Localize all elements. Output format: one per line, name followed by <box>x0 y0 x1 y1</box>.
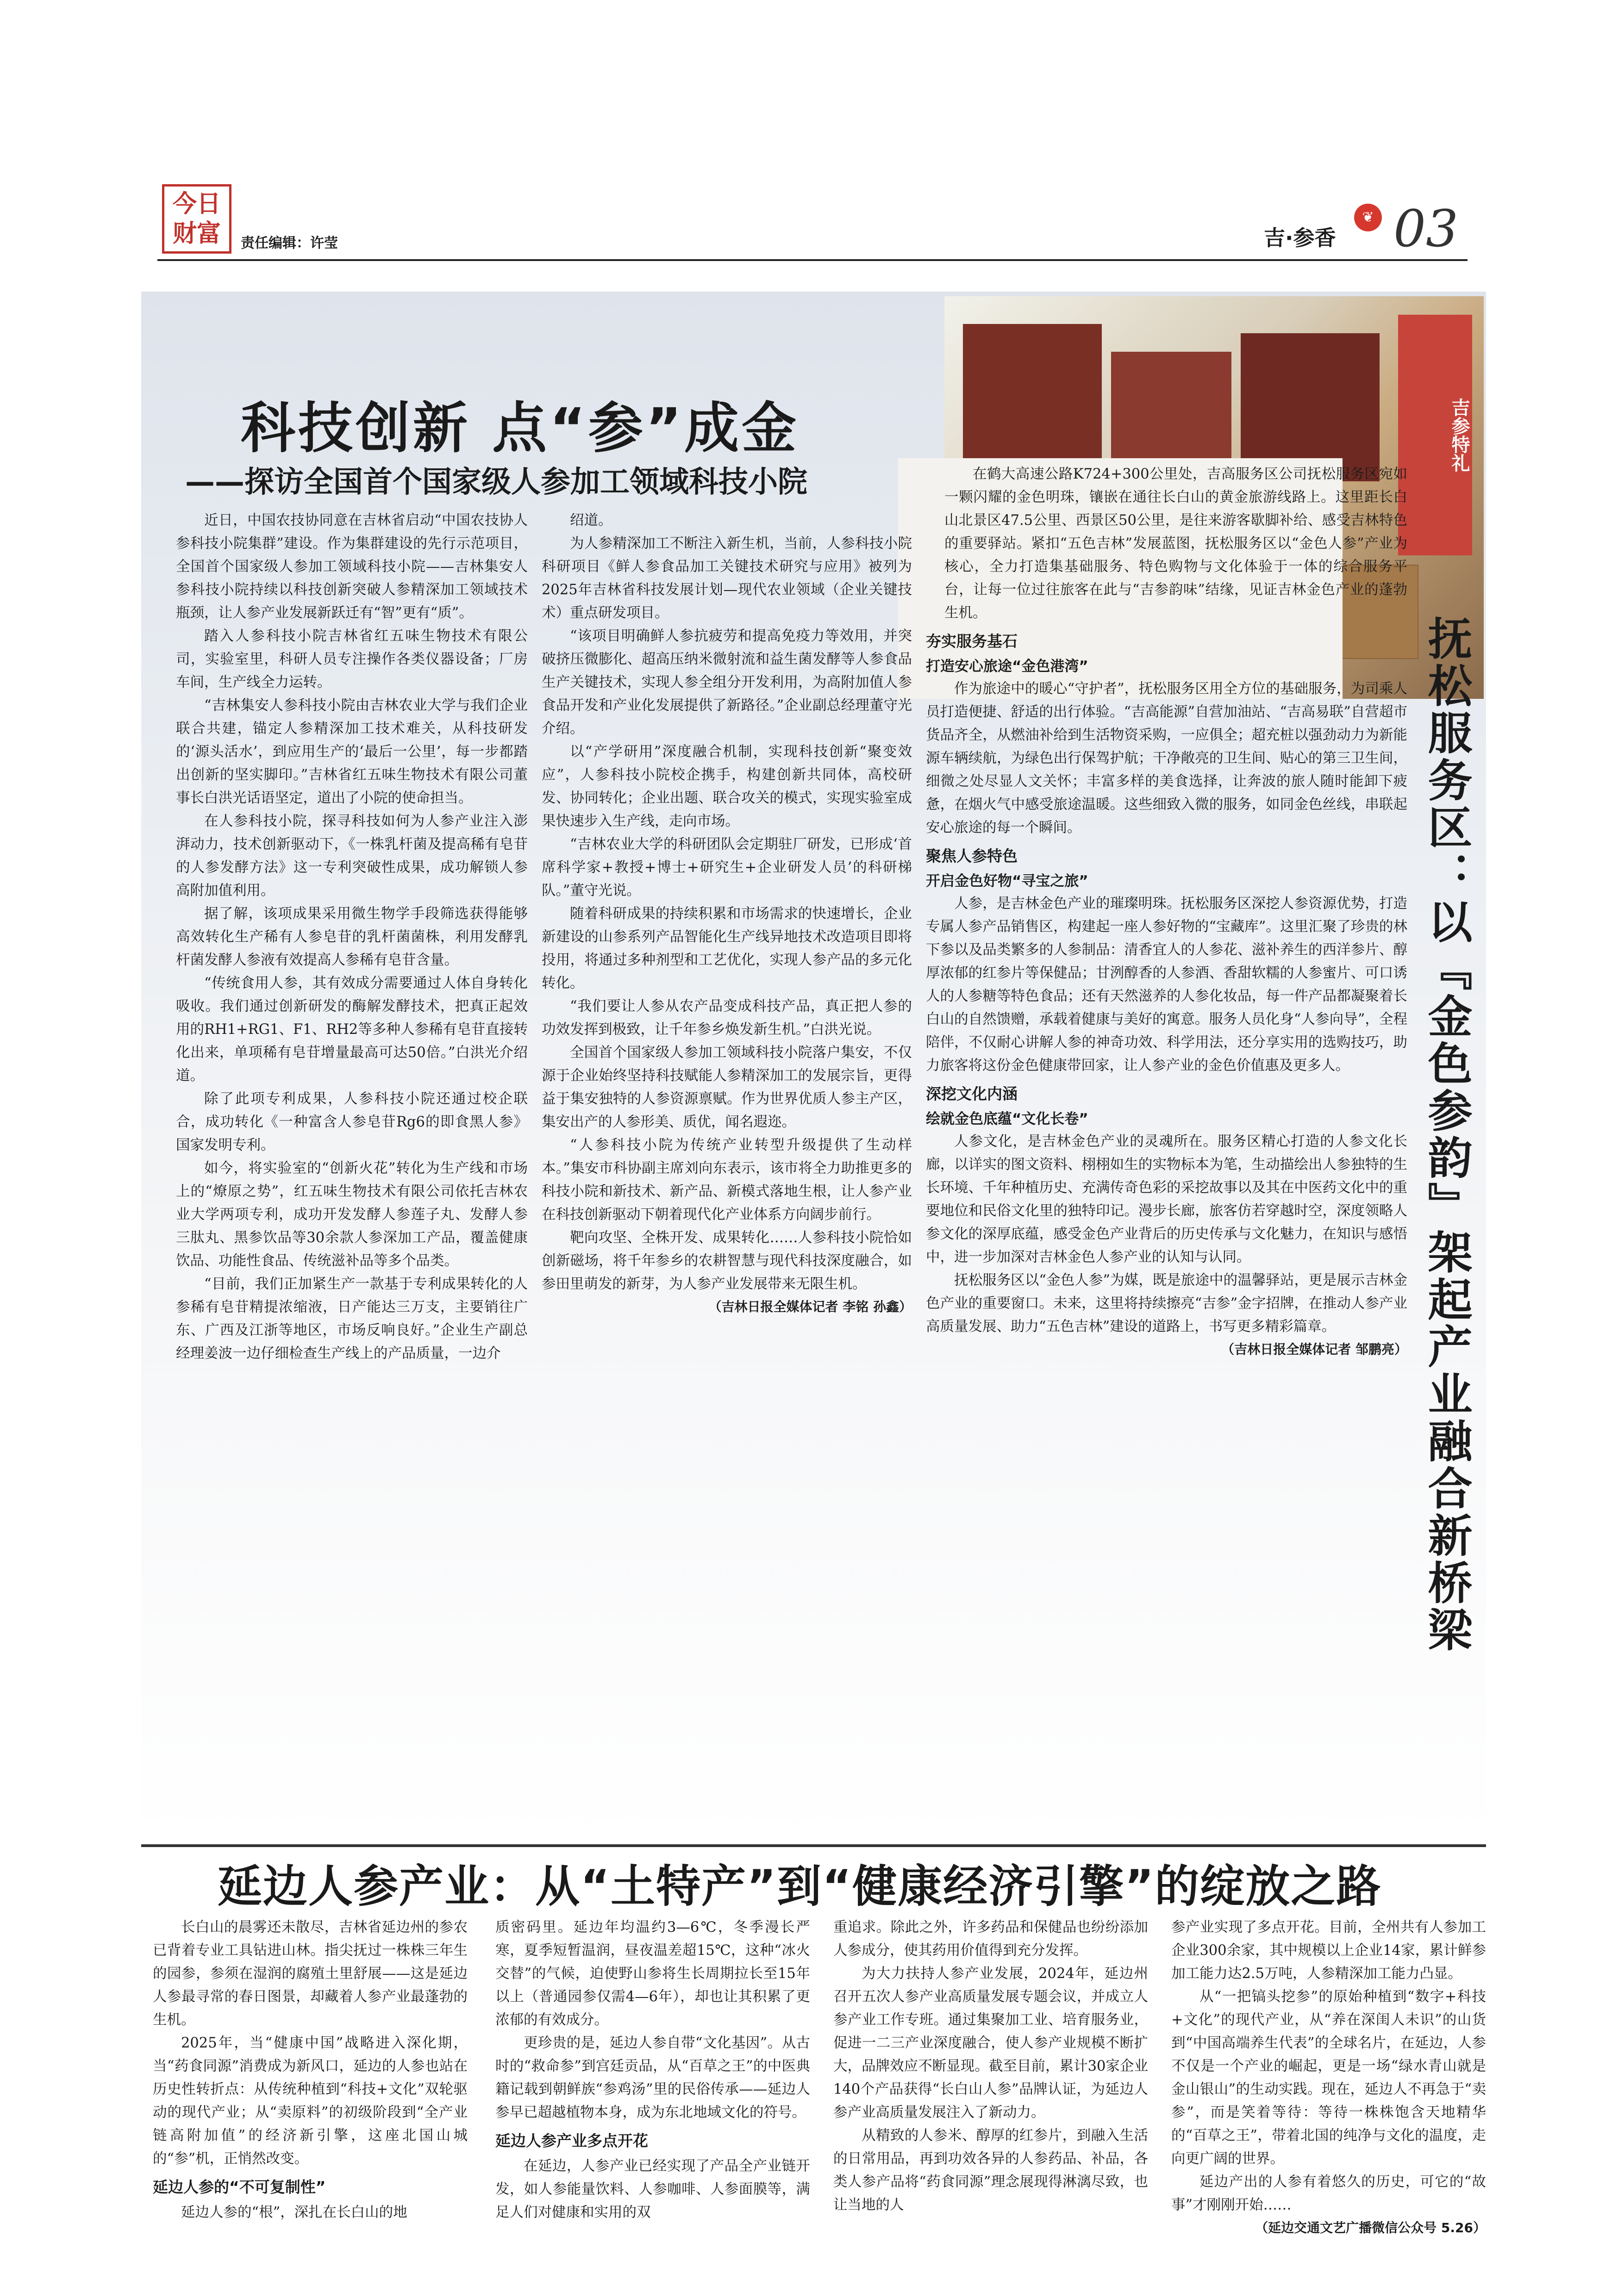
section-subheading: 打造安心旅途“金色港湾” <box>926 658 1088 675</box>
paragraph: 人参，是吉林金色产业的璀璨明珠。抚松服务区深挖人参资源优势，打造专属人参产品销售区，构建起一座人参好物的“宝藏库”。这里汇聚了珍贵的林下参以及品类繁多的人参制品：清香宜人的人参花、滋补养生的西洋参片、醇厚浓郁的红参片等保健品；甘洌醇香的人参酒、香甜软糯的人参蜜片、可口诱人的人参糖等特色食品；还有天然滋养的人参化妆品，每一件产品都凝聚着长白山的自然馈赠，承载着健康与美好的寓意。服务人员化身“人参向导”，全程陪伴，不仅耐心讲解人参的神奇功效、科学用法，还分享实用的选购技巧，助力旅客将这份金色健康带回家，让人参产业的金色价值惠及更多人。 <box>926 896 1407 1074</box>
paragraph: 2025年，当“健康中国”战略进入深化期，当“药食同源”消费成为新风口，延边的人参也站在历史性转折点：从传统种植到“科技+文化”双轮驱动的现代产业；从“卖原料”的初级阶段到“全产业链高附加值”的经济新引擎，这座北国山城的“参”机，正悄然改变。 <box>153 2035 468 2167</box>
right-article-intro: 在鹤大高速公路K724+300公里处，吉高服务区公司抚松服务区宛如一颗闪耀的金色明珠，镶嵌在通往长白山的黄金旅游线路上。这里距长白山北景区47.5公里、西景区50公里，是往来游客歇脚补给、感受吉林特色的重要驿站。紧扣“五色吉林”发展蓝图，抚松服务区以“金色人参”产业为核心，全力打造集基础服务、特色购物与文化体验于一体的综合服务平台，让每一位过往旅客在此与“吉参韵味”结缘，见证吉林金色产业的蓬勃生机。 <box>944 466 1407 621</box>
paragraph: 随着科研成果的持续积累和市场需求的快速增长，企业新建设的山参系列产品智能化生产线异地技术改造项目即将投用，将通过多种剂型和工艺优化，实现人参产品的多元化转化。 <box>542 906 912 991</box>
main-article-byline: （吉林日报全媒体记者 李铭 孙鑫） <box>708 1299 912 1314</box>
paragraph: 全国首个国家级人参加工领域科技小院落户集安，不仅源于企业始终坚持科技赋能人参精深加工的发展宗旨，更得益于集安独特的人参资源禀赋。作为世界优质人参主产区，集安出产的人参形美、质优，闻名遐迩。 <box>542 1045 912 1130</box>
paragraph: “该项目明确鲜人参抗疲劳和提高免疫力等效用，并突破挤压微膨化、超高压纳米微射流和益生菌发酵等人参食品生产关键技术，实现人参全组分开发利用，为高附加值人参食品开发和产业化发展提供了新路径。”企业副总经理董守光介绍。 <box>542 628 912 737</box>
paragraph: 以“产学研用”深度融合机制，实现科技创新“聚变效应”，人参科技小院校企携手，构建创新共同体，高校研发、协同转化；企业出题、联合攻关的模式，实现实验室成果快速步入生产线，走向市场。 <box>542 744 912 829</box>
paragraph: 绍道。 <box>570 512 612 529</box>
paragraph: 人参文化，是吉林金色产业的灵魂所在。服务区精心打造的人参文化长廊，以详实的图文资料、栩栩如生的实物标本为笔，生动描绘出人参独特的生长环境、千年种植历史、充满传奇色彩的采挖故事以及其在中医药文化中的重要地位和民俗文化里的独特印记。漫步长廊，旅客仿若穿越时空，深度领略人参文化的深厚底蕴，感受金色产业背后的历史传承与文化魅力，在知识与感悟中，进一步加深对吉林金色人参产业的认知与认同。 <box>926 1133 1407 1265</box>
paragraph: 抚松服务区以“金色人参”为媒，既是旅途中的温馨驿站，更是展示吉林金色产业的重要窗口。未来，这里将持续擦亮“吉参”金字招牌，在推动人参产业高质量发展、助力“五色吉林”建设的道路上，书写更多精彩篇章。 <box>926 1272 1407 1335</box>
paragraph: “我们要让人参从农产品变成科技产品，真正把人参的功效发挥到极致，让千年参乡焕发新生机。”白洪光说。 <box>542 998 912 1038</box>
section-heading: 延边人参产业多点开花 <box>495 2132 648 2150</box>
section-subheading: 绘就金色底蕴“文化长卷” <box>926 1111 1088 1127</box>
paragraph: 延边产出的人参有着悠久的历史，可它的“故事”才刚刚开始…… <box>1171 2174 1486 2213</box>
bottom-article-column-4 <box>1171 1916 1486 2239</box>
paragraph: 为大力扶持人参产业发展，2024年，延边州召开五次人参产业高质量发展专题会议，并成立人参产业工作专班。通过集聚加工业、培育服务业，促进一二三产业深度融合，使人参产业规模不断扩大，品牌效应不断显现。截至目前，累计30家企业140个产品获得“长白山人参”品牌认证，为延边人参产业高质量发展注入了新动力。 <box>833 1966 1148 2121</box>
paragraph: 参产业实现了多点开花。目前，全州共有人参加工企业300余家，其中规模以上企业14家，累计鲜参加工能力达2.5万吨，人参精深加工能力凸显。 <box>1171 1919 1486 1982</box>
photo-shelf <box>963 324 1102 481</box>
paragraph: 除了此项专利成果，人参科技小院还通过校企联合，成功转化《一种富含人参皂苷Rg6的即食黑人参》国家发明专利。 <box>176 1091 528 1153</box>
paragraph: 在延边，人参产业已经实现了产品全产业链开发，如人参能量饮料、人参咖啡、人参面膜等，满足人们对健康和实用的双 <box>495 2158 810 2221</box>
photo-banner: 吉参特礼 <box>1398 315 1472 555</box>
paragraph: 靶向攻坚、全株开发、成果转化……人参科技小院恰如创新磁场，将千年参乡的农耕智慧与现代科技深度融合，如参田里萌发的新芽，为人参产业发展带来无限生机。 <box>542 1230 912 1292</box>
main-article-column-2 <box>542 509 912 1318</box>
paragraph: 质密码里。延边年均温约3—6℃，冬季漫长严寒，夏季短暂温润，昼夜温差超15℃，这种“冰火交替”的气候，迫使野山参将生长周期拉长至15年以上（普通园参仅需4—6年），却也让其积累了更浓郁的有效成分。 <box>495 1919 810 2028</box>
right-article-vertical-title: 抚松服务区：以『金色参韵』架起产业融合新桥梁 <box>1421 616 1473 1654</box>
section-name: 吉·参香 <box>1264 225 1336 250</box>
paragraph: 重追求。除此之外，许多药品和保健品也纷纷添加人参成分，使其药用价值得到充分发挥。 <box>833 1919 1148 1959</box>
page-number: 03 <box>1393 199 1458 258</box>
paragraph: 据了解，该项成果采用微生物学手段筛选获得能够高效转化生产稀有人参皂苷的乳杆菌菌株，利用发酵乳杆菌发酵人参液有效提高人参稀有皂苷含量。 <box>176 906 528 968</box>
ginseng-leaf-icon: ❦ <box>1354 204 1382 231</box>
paragraph: 在人参科技小院，探寻科技如何为人参产业注入澎湃动力，技术创新驱动下，《一株乳杆菌及提高稀有皂苷的人参发酵方法》这一专利突破性成果，成功解锁人参高附加值利用。 <box>176 813 528 899</box>
paragraph: 为人参精深加工不断注入新生机，当前，人参科技小院科研项目《鲜人参食品加工关键技术研究与应用》被列为2025年吉林省科技发展计划—现代农业领域（企业关键技术）重点研发项目。 <box>542 535 912 621</box>
section-subheading: 开启金色好物“寻宝之旅” <box>926 873 1088 890</box>
paragraph: 如今，将实验室的“创新火花”转化为生产线和市场上的“燎原之势”，红五味生物技术有限公司依托吉林农业大学两项专利，成功开发发酵人参莲子丸、发酵人参三肽丸、黑参饮品等30余款人参深加工产品，覆盖健康饮品、功能性食品、传统滋补品等多个品类。 <box>176 1160 528 1269</box>
section-heading: 深挖文化内涵 <box>926 1085 1018 1103</box>
main-article-subtitle: ——探访全国首个国家级人参加工领域科技小院 <box>185 465 807 499</box>
right-article-byline: （吉林日报全媒体记者 邹鹏亮） <box>1221 1342 1407 1357</box>
paragraph: “目前，我们正加紧生产一款基于专利成果转化的人参稀有皂苷精提浓缩液，日产能达三万支，主要销往广东、广西及江浙等地区，市场反响良好。”企业生产副总经理姜波一边仔细检查生产线上的产品质量，一边介 <box>176 1276 528 1362</box>
newspaper-logo: 今日财富 <box>162 184 231 254</box>
article-divider <box>141 1844 1486 1847</box>
paragraph: “吉林农业大学的科研团队会定期驻厂研发，已形成‘首席科学家+教授+博士+研究生+企业研发人员’的科研梯队。”董守光说。 <box>542 836 912 899</box>
paragraph: 近日，中国农技协同意在吉林省启动“中国农技协人参科技小院集群”建设。作为集群建设的先行示范项目，全国首个国家级人参加工领域科技小院——吉林集安人参科技小院持续以科技创新突破人参精深加工领域技术瓶颈，让人参产业发展新跃迁有“智”更有“质”。 <box>176 512 528 621</box>
bottom-article-column-3 <box>833 1916 1148 2217</box>
paragraph: “吉林集安人参科技小院由吉林农业大学与我们企业联合共建，锚定人参精深加工技术难关，从科技研发的‘源头活水’，到应用生产的‘最后一公里’，每一步都踏出创新的坚实脚印。”吉林省红五味生物技术有限公司董事长白洪光话语坚定，道出了小院的使命担当。 <box>176 697 528 806</box>
bottom-article-title: 延边人参产业：从“土特产”到“健康经济引擎”的绽放之路 <box>218 1860 1382 1912</box>
editor-credit: 责任编辑：许莹 <box>241 235 338 251</box>
paragraph: “传统食用人参，其有效成分需要通过人体自身转化吸收。我们通过创新研发的酶解发酵技术，把真正起效用的RH1+RG1、F1、RH2等多种人参稀有皂苷直接转化出来，单项稀有皂苷增量最高可达50倍。”白洪光介绍道。 <box>176 975 528 1084</box>
section-heading: 夯实服务基石 <box>926 632 1018 650</box>
section-heading: 聚焦人参特色 <box>926 847 1018 865</box>
paragraph: 延边人参的“根”，深扎在长白山的地 <box>181 2204 407 2221</box>
paragraph: “人参科技小院为传统产业转型升级提供了生动样本。”集安市科协副主席刘向东表示，该市将全力助推更多的科技小院和新技术、新产品、新模式落地生根，让人参产业在科技创新驱动下朝着现代化产业体系方向阔步前行。 <box>542 1137 912 1223</box>
main-article-column-1 <box>176 509 528 1365</box>
section-heading: 延边人参的“不可复制性” <box>153 2178 326 2196</box>
bottom-article-column-2 <box>495 1916 810 2224</box>
header-divider <box>157 259 1468 261</box>
paragraph: 从“一把镐头挖参”的原始种植到“数字+科技+文化”的现代产业，从“养在深闺人未识”的山货到“中国高端养生代表”的全球名片，在延边，人参不仅是一个产业的崛起，更是一场“绿水青山就是金山银山”的生动实践。现在，延边人不再急于“卖参”，而是笑着等待：等待一株株饱含天地精华的“百草之王”，带着北国的纯净与文化的温度，走向更广阔的世界。 <box>1171 1989 1486 2167</box>
bottom-article-byline: （延边交通文艺广播微信公众号 5.26） <box>1255 2220 1486 2235</box>
right-article-column <box>926 463 1407 1361</box>
main-article-title: 科技创新 点“参”成金 <box>241 396 800 460</box>
paragraph: 踏入人参科技小院吉林省红五味生物技术有限公司，实验室里，科研人员专注操作各类仪器设备；厂房车间，生产线全力运转。 <box>176 628 528 691</box>
bottom-article-column-1 <box>153 1916 468 2224</box>
paragraph: 从精致的人参米、醇厚的红参片，到融入生活的日常用品，再到功效各异的人参药品、补品，各类人参产品将“药食同源”理念展现得淋漓尽致，也让当地的人 <box>833 2128 1148 2213</box>
paragraph: 长白山的晨雾还未散尽，吉林省延边州的参农已背着专业工具钻进山林。指尖抚过一株株三年生的园参，参须在湿润的腐殖土里舒展——这是延边人参最寻常的春日图景，却藏着人参产业最蓬勃的生机。 <box>153 1919 468 2028</box>
paragraph: 作为旅途中的暖心“守护者”，抚松服务区用全方位的基础服务，为司乘人员打造便捷、舒适的出行体验。“吉高能源”自营加油站、“吉高易联”自营超市货品齐全，从燃油补给到生活物资采购，一应俱全；超充桩以强劲动力为新能源车辆续航，为绿色出行保驾护航；干净敞亮的卫生间、贴心的第三卫生间，细微之处尽显人文关怀；丰富多样的美食选择，让奔波的旅人随时能卸下疲惫，在烟火气中感受旅途温暖。这些细致入微的服务，如同金色丝线，串联起安心旅途的每一个瞬间。 <box>926 681 1407 836</box>
paragraph: 更珍贵的是，延边人参自带“文化基因”。从古时的“救命参”到宫廷贡品，从“百草之王”的中医典籍记载到朝鲜族“参鸡汤”里的民俗传承——延边人参早已超越植物本身，成为东北地域文化的符号。 <box>495 2035 810 2121</box>
